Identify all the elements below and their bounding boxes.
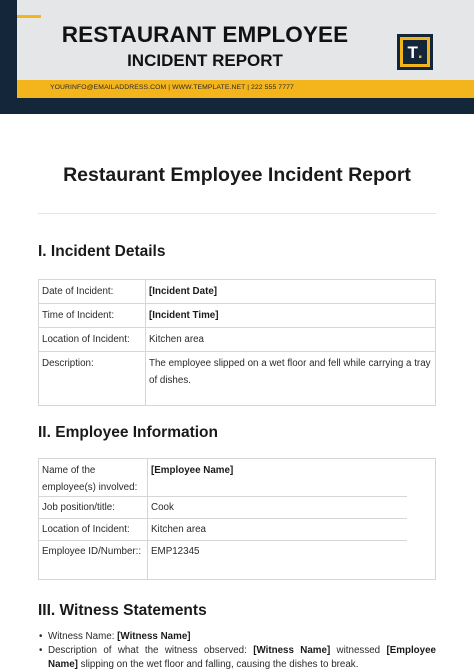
header-accent-line bbox=[17, 15, 41, 18]
employee-name-ref: [Employee Name] bbox=[48, 645, 436, 670]
row-label: Date of Incident: bbox=[39, 280, 146, 304]
witness-list bbox=[38, 630, 436, 671]
logo-dot: . bbox=[417, 42, 423, 62]
row-label: Job position/title: bbox=[42, 502, 115, 513]
row-label: Time of Incident: bbox=[39, 304, 146, 328]
list-item bbox=[38, 644, 436, 671]
row-label: Location of Incident: bbox=[39, 328, 146, 352]
row-value: Cook bbox=[151, 502, 174, 513]
employee-information-table bbox=[38, 458, 436, 580]
row-value: The employee slipped on a wet floor and fell while carrying a tray of dishes. bbox=[146, 352, 436, 406]
table-row bbox=[39, 352, 436, 406]
table-row bbox=[39, 519, 407, 541]
incident-details-table bbox=[38, 279, 436, 406]
header-band bbox=[0, 0, 474, 114]
row-label: Name of the employee(s) involved: bbox=[42, 465, 138, 493]
row-value: Kitchen area bbox=[146, 328, 436, 352]
table-row bbox=[39, 459, 407, 497]
row-value: [Incident Date] bbox=[146, 280, 436, 304]
witness-name-value: [Witness Name] bbox=[117, 631, 191, 642]
row-label: Description: bbox=[39, 352, 146, 406]
row-value: Kitchen area bbox=[151, 524, 207, 535]
witness-description-text: witnessed bbox=[330, 645, 387, 656]
list-item bbox=[38, 630, 436, 644]
table-row bbox=[39, 328, 436, 352]
contact-info: YOURINFO@EMAILADDRESS.COM | WWW.TEMPLATE.NET | 222 555 7777 bbox=[50, 84, 294, 91]
row-value: [Employee Name] bbox=[151, 465, 234, 476]
title-divider bbox=[38, 213, 436, 214]
row-label: Location of Incident: bbox=[42, 524, 130, 535]
header-title-line2: INCIDENT REPORT bbox=[127, 51, 283, 70]
row-value: EMP12345 bbox=[151, 546, 200, 557]
table-row bbox=[39, 280, 436, 304]
logo-mark bbox=[400, 37, 430, 67]
row-label: Employee ID/Number:: bbox=[42, 546, 142, 557]
witness-description-label: Description of what the witness observed: bbox=[48, 645, 254, 656]
logo-letter: T bbox=[407, 42, 418, 62]
witness-name-ref: [Witness Name] bbox=[253, 645, 331, 656]
table-row bbox=[39, 541, 407, 563]
section-incident-details-heading: I. Incident Details bbox=[38, 243, 166, 260]
table-row bbox=[39, 497, 407, 519]
witness-description-tail: slipping on the wet floor and falling, causing the dishes to break. bbox=[77, 659, 359, 670]
witness-name-label: Witness Name: bbox=[48, 631, 118, 642]
section-employee-information-heading: II. Employee Information bbox=[38, 424, 218, 441]
row-value: [Incident Time] bbox=[146, 304, 436, 328]
table-row bbox=[39, 304, 436, 328]
template-logo bbox=[397, 34, 433, 70]
document-title: Restaurant Employee Incident Report bbox=[63, 164, 411, 186]
header-title-line1: RESTAURANT EMPLOYEE bbox=[61, 22, 349, 47]
section-witness-statements-heading: III. Witness Statements bbox=[38, 602, 207, 619]
